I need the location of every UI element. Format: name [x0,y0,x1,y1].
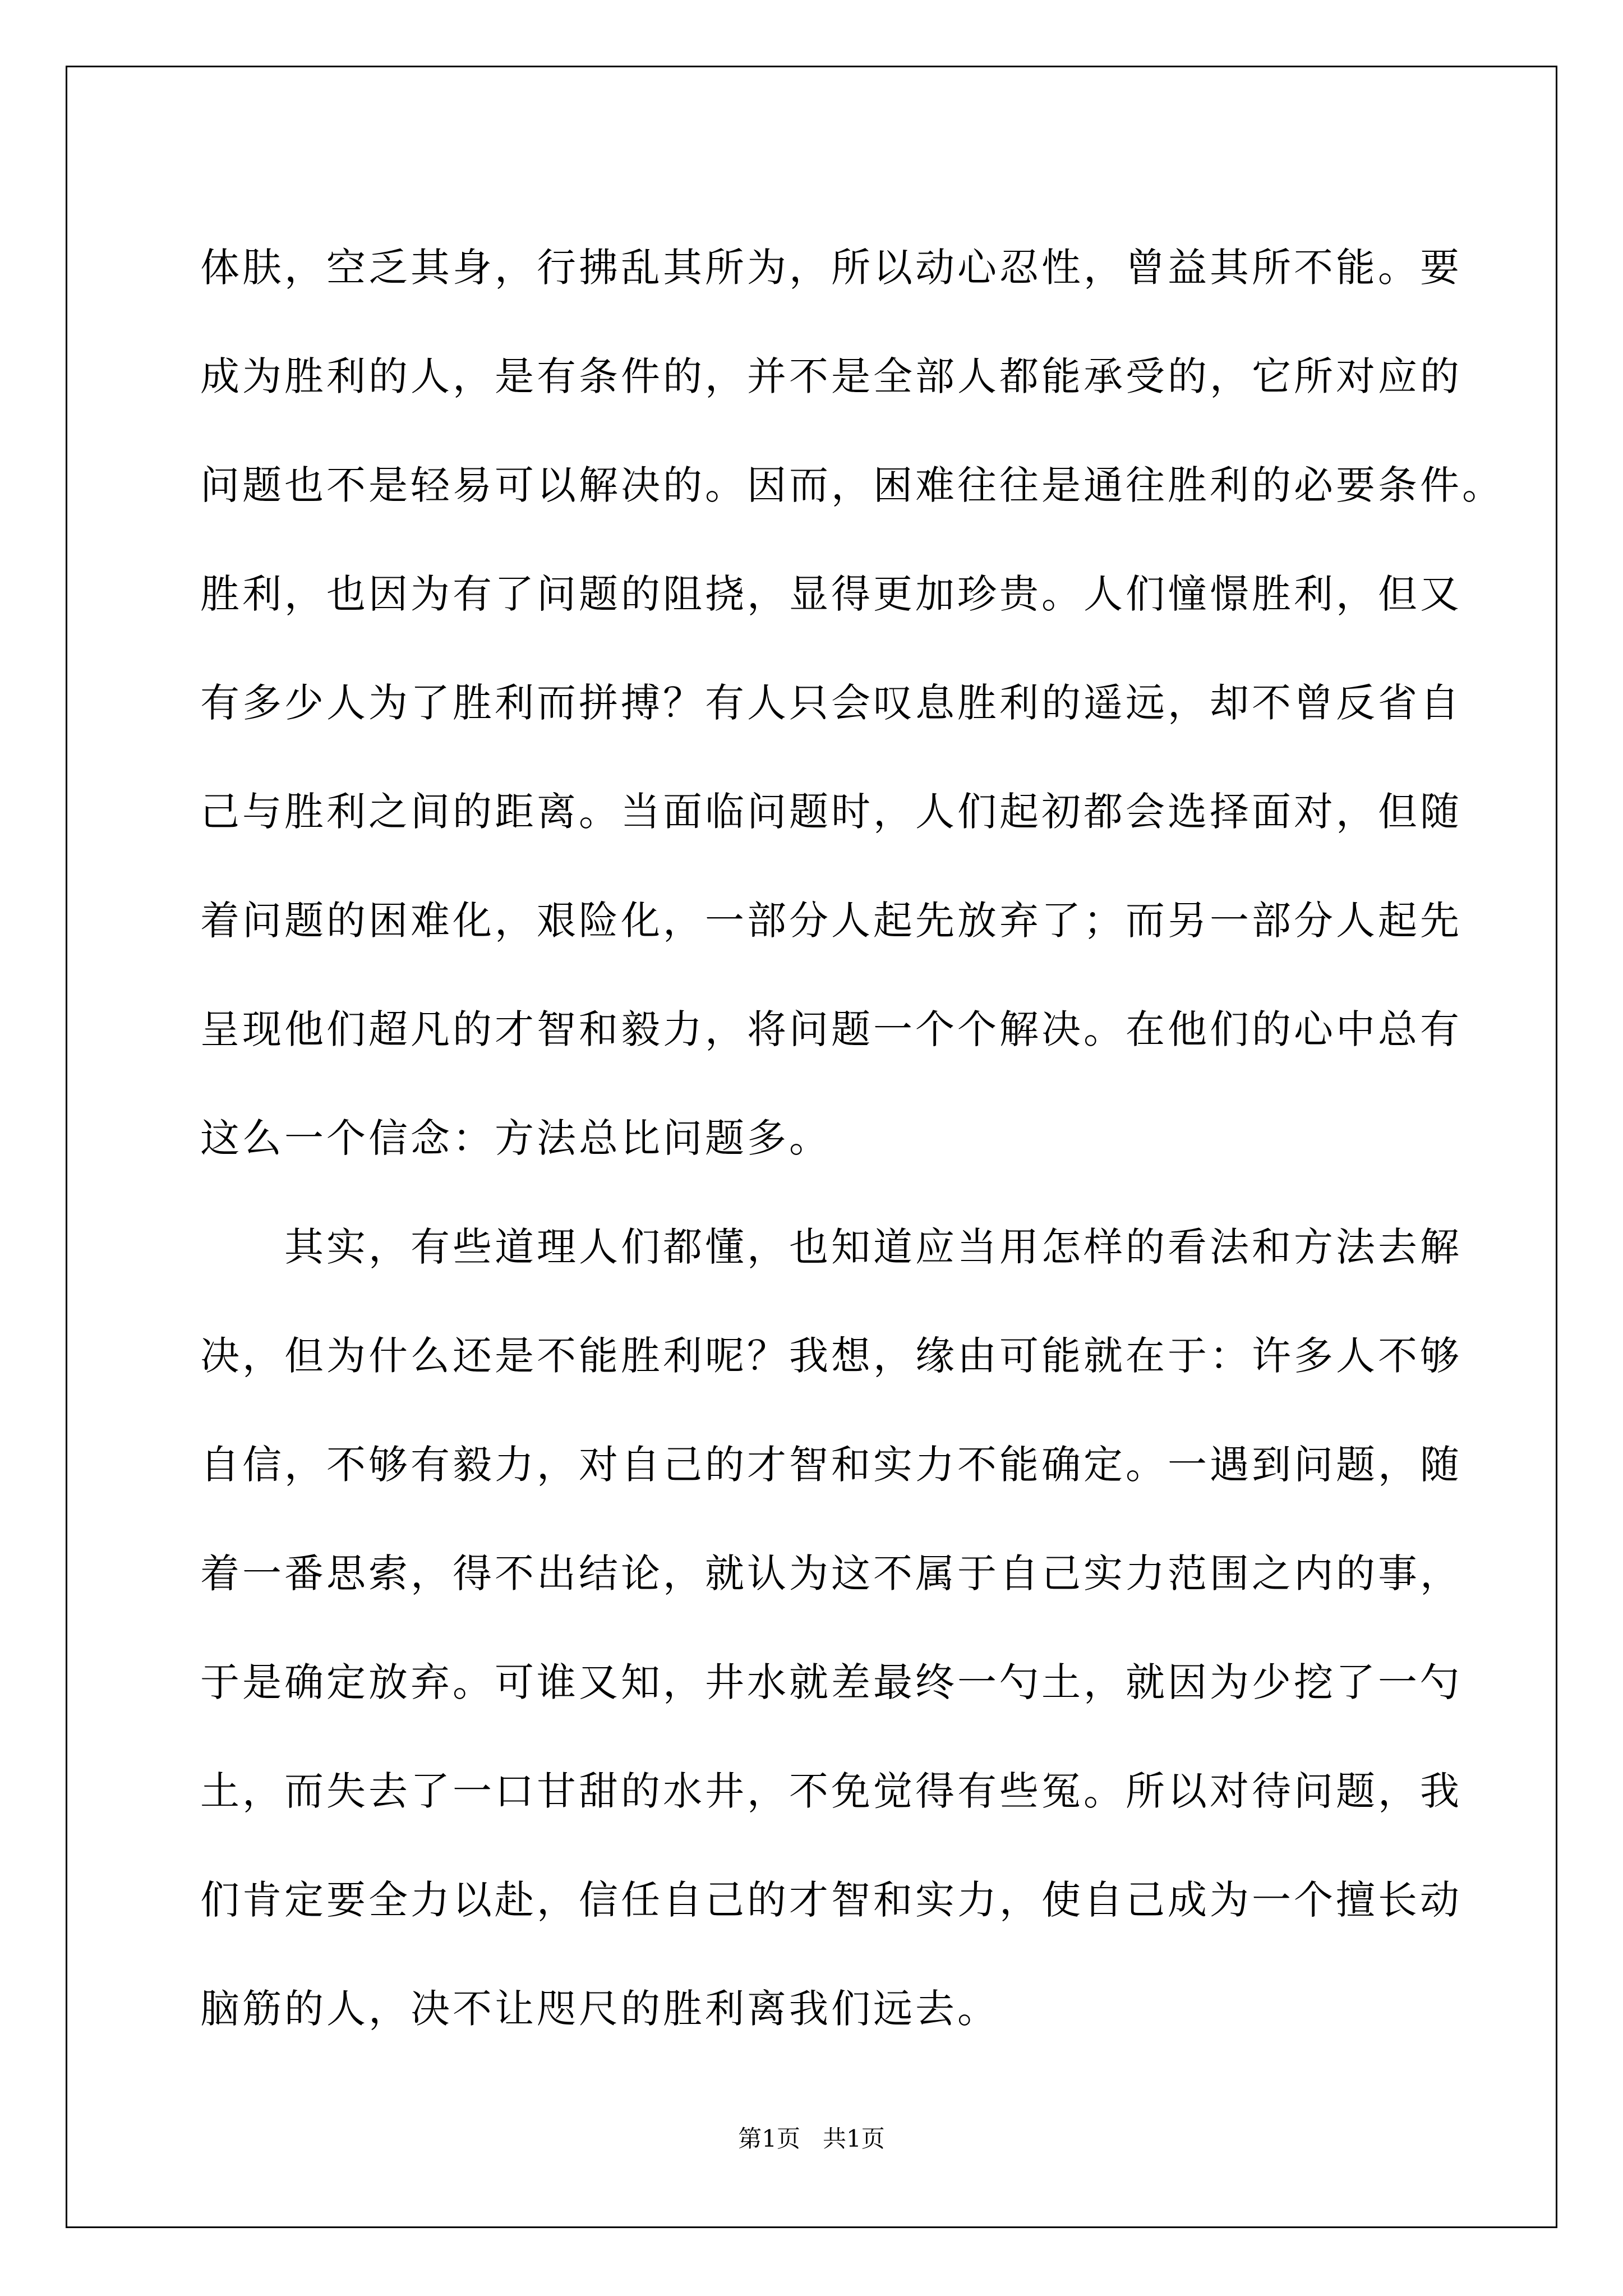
paragraph-2 [200,1193,1462,2063]
text-line: 问题也不是轻易可以解决的。因而，困难往往是通往胜利的必要条件。 [200,462,1504,508]
text-line: 体肤，空乏其身，行拂乱其所为，所以动心忍性，曾益其所不能。要 [200,245,1462,291]
text-line: 土，而失去了一口甘甜的水井，不免觉得有些冤。所以对待问题，我 [200,1768,1462,1814]
text-line: 己与胜利之间的距离。当面临问题时，人们起初都会选择面对，但随 [200,789,1462,835]
text-line: 于是确定放弃。可谁又知，井水就差最终一勺土，就因为少挖了一勺 [200,1659,1462,1705]
text-line: 决，但为什么还是不能胜利呢？我想，缘由可能就在于：许多人不够 [200,1333,1462,1379]
text-line: 其实，有些道理人们都懂，也知道应当用怎样的看法和方法去解 [200,1224,1462,1270]
text-line: 呈现他们超凡的才智和毅力，将问题一个个解决。在他们的心中总有 [200,1006,1462,1052]
text-line: 成为胜利的人，是有条件的，并不是全部人都能承受的，它所对应的 [200,353,1462,399]
text-line: 脑筋的人，决不让咫尺的胜利离我们远去。 [200,1986,999,2032]
text-line: 有多少人为了胜利而拼搏？有人只会叹息胜利的遥远，却不曾反省自 [200,680,1462,726]
paragraph-1 [200,213,1504,1193]
text-line: 们肯定要全力以赴，信任自己的才智和实力，使自己成为一个擅长动 [200,1877,1462,1923]
text-line: 这么一个信念：方法总比问题多。 [200,1115,831,1161]
text-line: 着问题的困难化，艰险化，一部分人起先放弃了；而另一部分人起先 [200,898,1462,944]
page-footer [0,2122,1623,2156]
document-body [200,213,1504,2063]
text-line: 着一番思索，得不出结论，就认为这不属于自己实力范围之内的事， [200,1550,1462,1596]
text-line: 胜利，也因为有了问题的阻挠，显得更加珍贵。人们憧憬胜利，但又 [200,571,1462,617]
page-number: 第1页 [738,2125,800,2152]
text-line: 自信，不够有毅力，对自己的才智和实力不能确定。一遇到问题，随 [200,1442,1462,1488]
page-total: 共1页 [823,2125,885,2152]
